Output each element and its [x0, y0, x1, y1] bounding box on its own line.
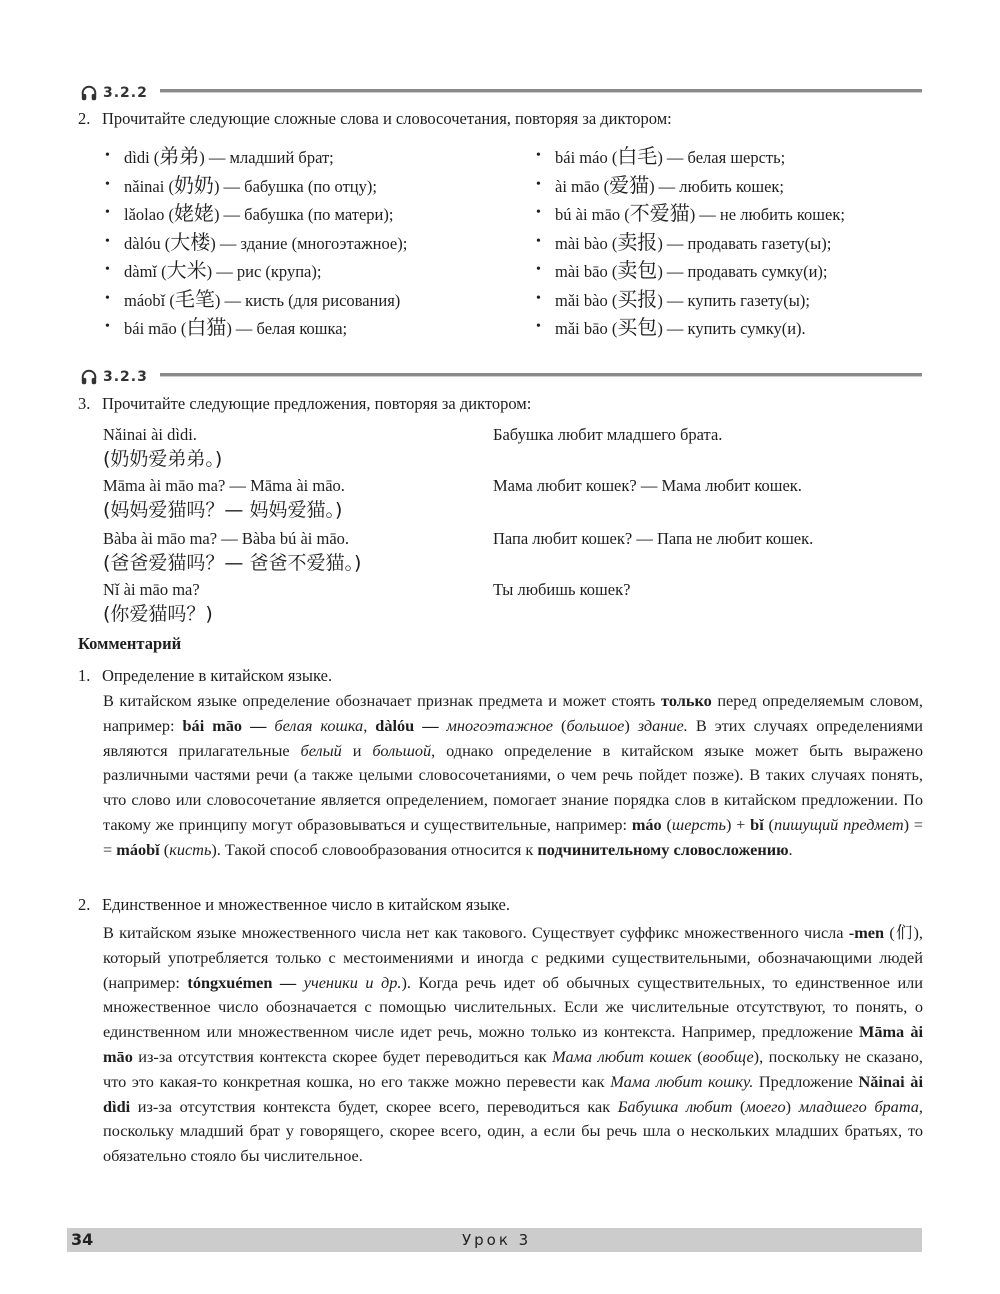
pinyin: dàmǐ ( [124, 262, 167, 281]
italic-gloss: шерсть [671, 814, 726, 834]
text-run: ) [785, 1096, 799, 1116]
translation: ) — младший брат; [199, 148, 334, 167]
translation: ) — купить сумку(и). [657, 319, 806, 338]
text-run: ( [159, 839, 170, 859]
lesson-label: Урок 3 [462, 1231, 532, 1249]
italic-gloss: Мама любит кошку. [610, 1071, 754, 1091]
bold-term: Māma ài māo [103, 1022, 923, 1066]
exercise-number: 3. [78, 394, 91, 413]
item-number: 2. [78, 895, 91, 914]
commentary-item-2-heading [78, 895, 510, 915]
pinyin: bái máo ( [555, 148, 618, 167]
pinyin: dìdi ( [124, 148, 160, 167]
word-list-item [105, 171, 407, 200]
exercise-2-instruction [78, 109, 672, 129]
translation: ) — любить кошек; [649, 176, 785, 196]
bold-term: bái māo — [182, 715, 267, 735]
bold-term: bǐ [750, 814, 764, 834]
exercise-number: 2. [78, 109, 91, 128]
word-list-item [105, 256, 407, 285]
hanzi: 毛笔 [174, 286, 215, 311]
sentence-pinyin: Nǎinai ài dìdi. [103, 425, 197, 444]
pinyin: bú ài māo ( [555, 205, 630, 224]
hanzi: 卖包 [617, 258, 658, 282]
pinyin: mài bāo ( [555, 262, 618, 281]
word-list-left [105, 142, 407, 342]
word-list-item [105, 228, 407, 257]
sentence-translation: Бабушка любит младшего брата. [493, 425, 723, 444]
text-run: Предложение [753, 1071, 859, 1091]
pinyin: bái māo ( [124, 319, 187, 338]
word-list-item [536, 199, 845, 228]
section-header-3-2-2 [80, 83, 922, 103]
bold-term: máo [631, 814, 662, 834]
text-run: из-за отсутствия контекста скорее будет переводиться как [132, 1046, 553, 1066]
translation: ) — кисть (для рисования) [214, 290, 401, 310]
translation: ) — рис (крупа); [206, 262, 322, 281]
section-number: 3.2.2 [103, 85, 148, 101]
text-run: ( [661, 814, 672, 834]
section-header-3-2-3 [80, 367, 922, 387]
translation: ) — бабушка (по отцу); [213, 176, 377, 196]
sentence-hanzi: (奶奶爱弟弟。) [103, 448, 223, 470]
sentence-pinyin: Bàba ài māo ma? — Bàba bú ài māo. [103, 529, 350, 548]
translation: ) — белая шерсть; [657, 148, 786, 167]
word-list-right [536, 142, 845, 342]
headphones-icon [80, 84, 98, 102]
translation: ) — продавать сумку(и); [657, 262, 828, 281]
text-run: перед определяемым словом, например: [103, 691, 923, 735]
bold-term: -men [848, 923, 885, 942]
text-run: ), поскольку не сказано, что это какая-то конкретная кошка, но его также можно перевести как [103, 1046, 923, 1091]
pinyin: mài bào ( [555, 233, 618, 253]
italic-gloss: ученики и др. [296, 972, 402, 992]
page-footer [67, 1228, 922, 1252]
text-run: ) [624, 715, 638, 735]
text-run: , [363, 715, 376, 735]
italic-gloss: большое [566, 715, 625, 735]
word-list-item [536, 285, 845, 314]
text-run: из-за отсутствия контекста будет, скорее всего, переводиться как [130, 1096, 618, 1116]
text-run: ) + [725, 814, 751, 834]
bold-term: máobǐ [116, 839, 160, 859]
text-run: В китайском языке определение обозначает признак предмета и может стоять [103, 691, 662, 710]
translation: ) — бабушка (по матери); [213, 205, 394, 224]
sentence-pinyin: Nǐ ài māo ma? [103, 580, 200, 599]
text-run: ). Когда речь идет об обычных существительных, то единственное или множественное число обозначается с помощью числительных. Если же числительные отсутствуют, то понять, о единственном или множественном числе идет речь, можно только из контекста. Например, предложение [103, 972, 924, 1042]
hanzi: 大楼 [170, 229, 211, 254]
text-run: ) = = [103, 814, 923, 859]
hanzi: 买包 [617, 315, 658, 339]
commentary-item-1-heading [78, 666, 332, 686]
hanzi: 爱猫 [609, 172, 650, 197]
sentence-chinese [103, 474, 345, 525]
hanzi: 白毛 [617, 144, 658, 168]
hanzi: 买报 [617, 286, 658, 311]
italic-gloss: пишущий предмет [773, 814, 904, 834]
hanzi: 奶奶 [173, 172, 214, 197]
translation: ) — не любить кошек; [689, 205, 845, 224]
translation: ) — купить газету(ы); [657, 290, 810, 310]
instruction-text: Прочитайте следующие предложения, повторяя за диктором: [102, 394, 532, 413]
sentence-translation: Папа любит кошек? — Папа не любит кошек. [493, 529, 814, 548]
text-run: , поскольку младший брат у говорящего, скорее всего, один, а если бы речь шла о нескольких младших братьях, то обязательно стояло бы числительное. [103, 1096, 923, 1166]
hanzi: 大米 [166, 258, 207, 282]
italic-gloss: здание. [637, 715, 688, 735]
commentary-paragraph-2 [103, 921, 923, 1169]
commentary-title: Комментарий [78, 634, 182, 653]
sentence-chinese [103, 423, 222, 474]
hanzi: 卖报 [617, 229, 658, 254]
hanzi: 姥姥 [173, 201, 214, 225]
text-run: ( [763, 814, 774, 834]
sentence-translation: Мама любит кошек? — Мама любит кошек. [493, 476, 802, 495]
instruction-text: Прочитайте следующие сложные слова и словосочетания, повторяя за диктором: [102, 109, 672, 128]
bold-term: tóngxuémen — [187, 972, 297, 992]
bold-term: только [661, 691, 712, 710]
pinyin: dàlóu ( [124, 233, 171, 253]
section-number: 3.2.3 [103, 369, 148, 385]
pinyin: mǎi bào ( [555, 290, 618, 310]
pinyin: nǎinai ( [124, 176, 174, 196]
text-run: ( [732, 1096, 746, 1116]
word-list-item [536, 171, 845, 200]
italic-gloss: моего [745, 1096, 786, 1116]
italic-gloss: вообще [702, 1046, 754, 1066]
word-list-item [105, 142, 407, 171]
italic-gloss: белая кошка [266, 715, 364, 735]
bold-term: dàlóu — [375, 715, 439, 735]
item-number: 1. [78, 666, 91, 685]
translation: ) — белая кошка; [226, 319, 348, 338]
headphones-icon [80, 368, 98, 386]
italic-gloss: младшего брата [798, 1096, 919, 1116]
sentence-pinyin: Māma ài māo ma? — Māma ài māo. [103, 476, 345, 495]
hanzi: 弟弟 [159, 144, 200, 168]
section-rule [160, 89, 922, 93]
word-list-item [536, 142, 845, 171]
word-list-item [105, 199, 407, 228]
text-run: ( [553, 715, 567, 735]
sentence-chinese [103, 527, 361, 578]
pinyin: ài māo ( [555, 176, 610, 196]
sentence-hanzi: (爸爸爱猫吗？— 爸爸不爱猫。) [103, 552, 362, 574]
exercise-3-instruction [78, 394, 531, 414]
sentence-hanzi: (妈妈爱猫吗？— 妈妈爱猫。) [103, 499, 343, 521]
text-run: ). Такой способ словообразования относится к [211, 839, 538, 859]
sentence-hanzi: (你爱猫吗？) [103, 603, 213, 625]
word-list-item [105, 313, 407, 342]
text-run: (们), который употребляется только с местоимениями и иногда с редкими существительными, обозначающими людей (например: [103, 923, 923, 992]
text-run: и [341, 740, 373, 760]
text-run: . [788, 839, 793, 859]
item-heading: Определение в китайском языке. [102, 666, 333, 685]
bold-term: подчинительному словосложению [537, 839, 789, 859]
translation: ) — здание (многоэтажное); [210, 233, 408, 253]
italic-gloss: кисть [169, 839, 212, 859]
word-list-item [536, 313, 845, 342]
hanzi: 不爱猫 [629, 201, 690, 225]
italic-gloss: Бабушка любит [617, 1096, 733, 1116]
italic-gloss: Мама любит кошек [552, 1046, 692, 1066]
text-run: ( [691, 1046, 703, 1066]
italic-gloss: белый [300, 740, 342, 760]
section-rule [160, 373, 922, 377]
italic-gloss: многоэтажное [438, 715, 554, 735]
item-heading: Единственное и множественное число в китайском языке. [102, 895, 510, 914]
italic-gloss: большой [372, 740, 432, 760]
pinyin: lǎolao ( [124, 205, 174, 224]
word-list-item [105, 285, 407, 314]
word-list-item [536, 228, 845, 257]
translation: ) — продавать газету(ы); [657, 233, 832, 253]
pinyin: mǎi bāo ( [555, 319, 618, 338]
text-run: В китайском языке множественного числа нет как такового. Существует суффикс множественного числа [103, 923, 849, 942]
hanzi: 白猫 [186, 315, 227, 339]
commentary-paragraph-1 [103, 689, 923, 863]
word-list-item [536, 256, 845, 285]
sentence-translation: Ты любишь кошек? [493, 580, 631, 599]
sentence-chinese [103, 578, 213, 629]
text-run: В этих случаях определениями являются прилагательные [103, 715, 923, 760]
bold-term: Nǎinai ài dìdi [103, 1071, 923, 1116]
page-number: 34 [71, 1230, 94, 1249]
text-run: , однако определение в китайском языке может быть выражено различными частями речи (а также целыми словосочетаниями, о чем речь пойдет позже). В таких случаях понять, что слово или словосочетание является определением, помогает знание порядка слов в китайском предложении. По такому же принципу могут образовываться и существительные, например: [103, 740, 923, 834]
pinyin: máobǐ ( [124, 290, 175, 310]
